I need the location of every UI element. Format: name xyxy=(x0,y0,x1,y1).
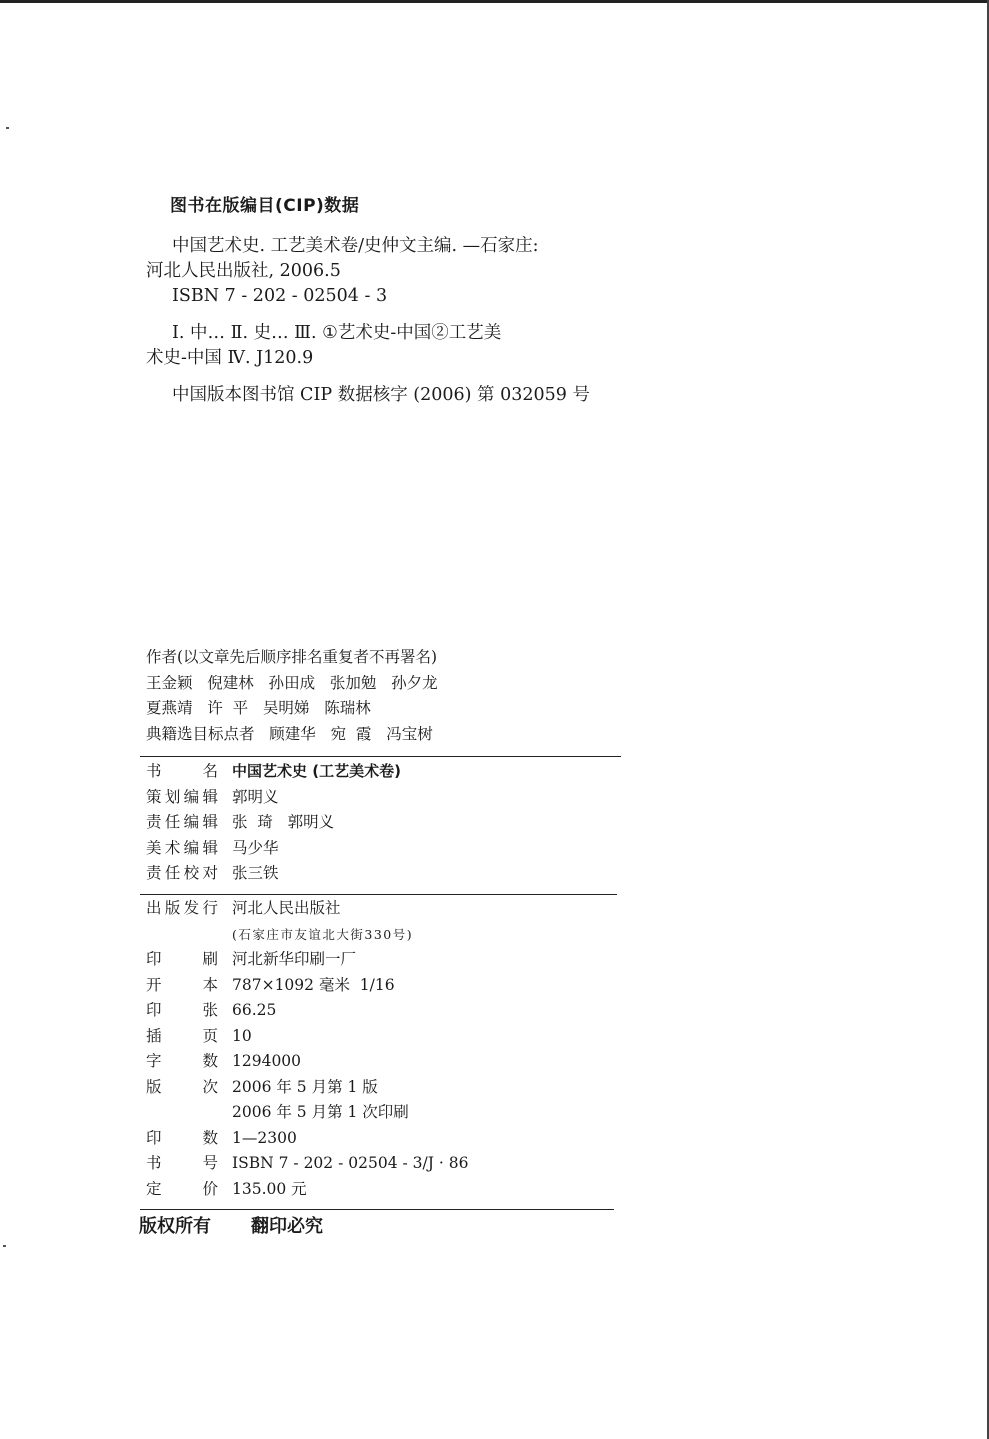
detail-value: 10 xyxy=(232,1026,252,1045)
credit-label: 书名 xyxy=(146,762,218,780)
cip-line: 河北人民出版社, 2006.5 xyxy=(146,261,341,281)
detail-value: 河北人民出版社 xyxy=(232,899,341,917)
detail-label: 印数 xyxy=(146,1128,218,1147)
divider-rule xyxy=(140,894,617,895)
detail-label: 书号 xyxy=(146,1154,218,1172)
credit-value: 张三铁 xyxy=(232,864,279,882)
cip-block xyxy=(146,234,616,408)
scan-speck xyxy=(3,1245,6,1247)
credit-value: 张 琦 郭明义 xyxy=(232,813,335,831)
credit-value: 马少华 xyxy=(232,838,279,857)
book-title-value: 中国艺术史 (工艺美术卷) xyxy=(232,762,401,780)
divider-rule xyxy=(140,1209,614,1210)
page-top-border xyxy=(0,0,989,3)
copyright-notice xyxy=(139,1212,323,1238)
detail-value: 787×1092 毫米 1/16 xyxy=(232,975,395,994)
detail-value: 66.25 xyxy=(232,1001,277,1019)
cip-line: 中国艺术史. 工艺美术卷/史仲文主编. —石家庄: xyxy=(172,236,539,256)
credit-label: 美术编辑 xyxy=(146,838,218,857)
copyright-right: 翻印必究 xyxy=(251,1216,323,1237)
copyright-left: 版权所有 xyxy=(139,1216,211,1237)
detail-value: 1294000 xyxy=(232,1052,302,1070)
authors-line: 夏燕靖 许 平 吴明娣 陈瑞林 xyxy=(146,699,371,717)
publisher-address: (石家庄市友谊北大街330号) xyxy=(232,926,414,942)
cip-line: Ⅰ. 中… Ⅱ. 史… Ⅲ. ①艺术史-中国②工艺美 xyxy=(172,323,502,343)
detail-value: 1—2300 xyxy=(232,1128,297,1147)
detail-label: 定价 xyxy=(146,1179,218,1198)
detail-label: 字数 xyxy=(146,1052,218,1070)
credit-value: 郭明义 xyxy=(232,787,279,806)
cip-line: ISBN 7 - 202 - 02504 - 3 xyxy=(172,286,388,306)
detail-label: 印刷 xyxy=(146,950,218,968)
cip-line: 术史-中国 Ⅳ. J120.9 xyxy=(146,348,314,368)
cip-line: 中国版本图书馆 CIP 数据核字 (2006) 第 032059 号 xyxy=(172,385,590,405)
detail-value: ISBN 7 - 202 - 02504 - 3/J · 86 xyxy=(232,1154,469,1172)
detail-value: 河北新华印刷一厂 xyxy=(232,950,357,968)
authors-line: 王金颖 倪建林 孙田成 张加勉 孙夕龙 xyxy=(146,673,438,692)
detail-value: 2006 年 5 月第 1 次印刷 xyxy=(232,1103,409,1121)
detail-label: 开本 xyxy=(146,975,218,994)
detail-label: 出版发行 xyxy=(146,899,218,917)
detail-label: 印张 xyxy=(146,1001,218,1019)
scan-speck xyxy=(6,127,9,129)
detail-value: 135.00 元 xyxy=(232,1179,307,1198)
detail-value: 2006 年 5 月第 1 版 xyxy=(232,1077,378,1096)
detail-label: 插页 xyxy=(146,1026,218,1045)
credit-label: 责任校对 xyxy=(146,864,218,882)
divider-rule xyxy=(140,756,621,757)
credit-label: 责任编辑 xyxy=(146,813,218,831)
authors-line: 典籍选目标点者 顾建华 宛 霞 冯宝树 xyxy=(146,724,433,743)
detail-label: 版次 xyxy=(146,1077,218,1096)
authors-heading: 作者(以文章先后顺序排名重复者不再署名) xyxy=(146,648,438,666)
authors-block xyxy=(146,645,438,747)
cip-heading: 图书在版编目(CIP)数据 xyxy=(170,196,360,216)
credit-label: 策划编辑 xyxy=(146,787,218,806)
